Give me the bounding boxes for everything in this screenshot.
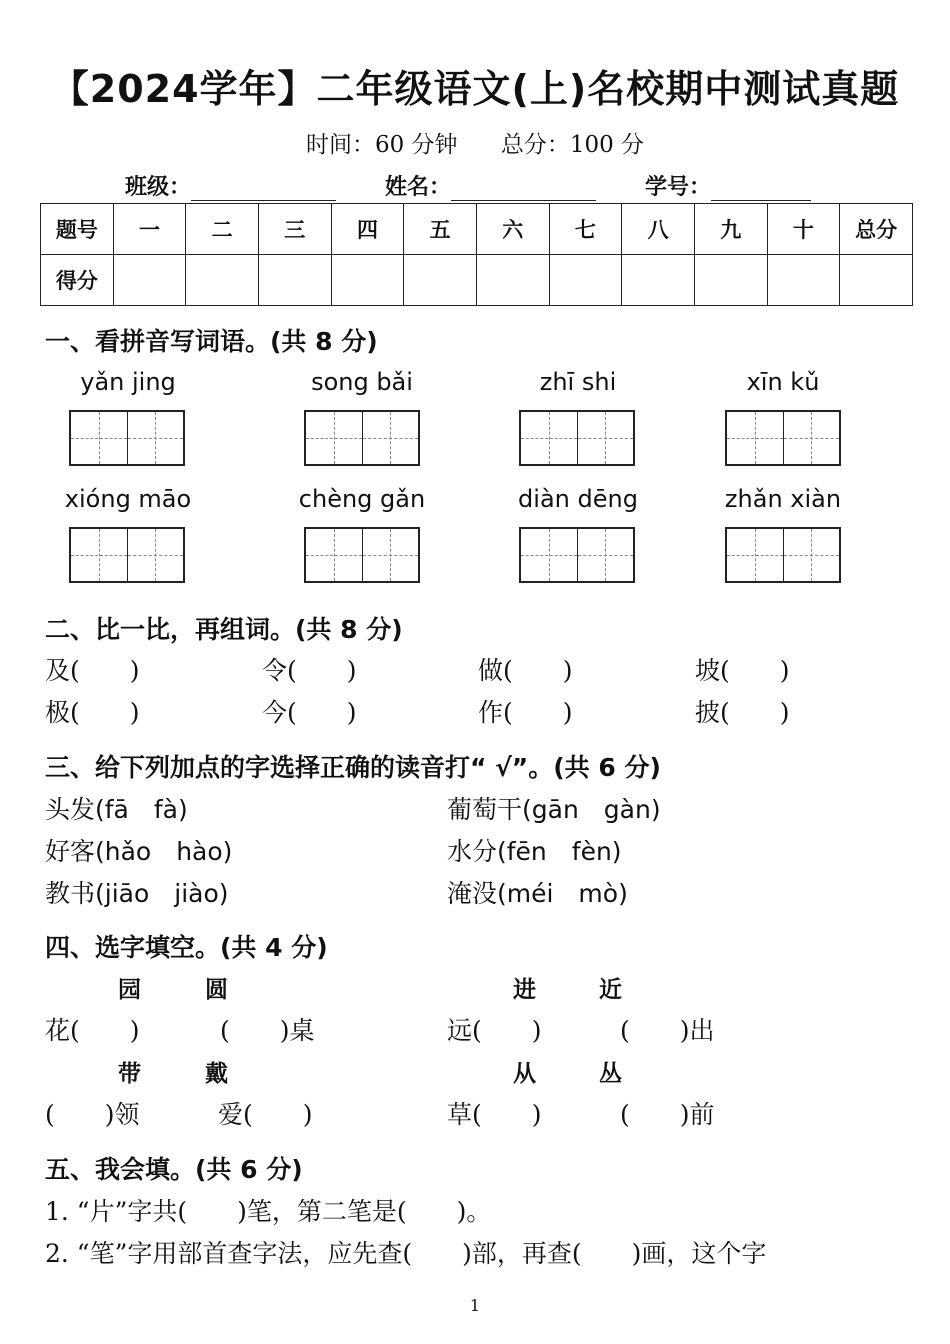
header-cell: 总分 <box>840 204 913 255</box>
pinyin-label: zhī shi <box>539 368 617 396</box>
writing-grid[interactable] <box>519 410 635 466</box>
choice-char: 园 <box>118 976 141 1003</box>
writing-grid[interactable] <box>725 527 841 583</box>
score-cell[interactable] <box>113 255 186 306</box>
pinyin-label: zhǎn xiàn <box>724 485 842 513</box>
section5-heading: 五、我会填。(共 6 分) <box>45 1155 303 1184</box>
header-cell: 八 <box>622 204 695 255</box>
score-table <box>40 203 913 306</box>
compare-item[interactable]: 今( ) <box>262 698 357 727</box>
score-cell[interactable] <box>549 255 622 306</box>
name-blank[interactable] <box>451 174 596 201</box>
class-field[interactable]: 班级： <box>125 170 336 201</box>
fill-item[interactable]: 草( ) <box>447 1100 542 1129</box>
header-cell: 一 <box>113 204 186 255</box>
class-blank[interactable] <box>191 174 336 201</box>
writing-grid[interactable] <box>304 527 420 583</box>
section1-heading: 一、看拼音写词语。(共 8 分) <box>45 327 378 356</box>
fill-item[interactable]: ( )前 <box>620 1100 715 1129</box>
header-cell: 十 <box>767 204 840 255</box>
compare-item[interactable]: 极( ) <box>45 698 140 727</box>
score-row-label: 得分 <box>41 255 114 306</box>
section4-heading: 四、选字填空。(共 4 分) <box>45 933 328 962</box>
fill-question[interactable]: 1. “片”字共( )笔，第二笔是( )。 <box>45 1197 492 1226</box>
pinyin-label: yǎn jing <box>80 368 176 396</box>
exam-time: 时间：60 分钟 <box>305 132 458 158</box>
fill-question[interactable]: 2. “笔”字用部首查字法，应先查( )部，再查( )画，这个字 <box>45 1239 767 1268</box>
writing-grid[interactable] <box>519 527 635 583</box>
choice-char: 戴 <box>205 1060 228 1087</box>
header-cell: 七 <box>549 204 622 255</box>
choice-char: 圆 <box>205 976 228 1003</box>
score-cell[interactable] <box>404 255 477 306</box>
compare-item[interactable]: 坡( ) <box>695 656 790 685</box>
score-table-score-row <box>41 255 913 306</box>
compare-item[interactable]: 披( ) <box>695 698 790 727</box>
pinyin-label: chèng gǎn <box>298 485 426 513</box>
fill-item[interactable]: 远( ) <box>447 1016 542 1045</box>
fill-item[interactable]: 爱( ) <box>218 1100 313 1129</box>
page-title: 【2024学年】二年级语文(上)名校期中测试真题 <box>50 67 900 111</box>
pinyin-label: xīn kǔ <box>746 368 820 396</box>
compare-item[interactable]: 作( ) <box>478 698 573 727</box>
score-cell[interactable] <box>767 255 840 306</box>
compare-item[interactable]: 做( ) <box>478 656 573 685</box>
pinyin-label: diàn dēng <box>518 485 638 513</box>
score-cell[interactable] <box>258 255 331 306</box>
choice-char: 带 <box>118 1060 141 1087</box>
pinyin-label: xióng māo <box>64 485 192 513</box>
pronunciation-item[interactable]: 头发(fā fà) <box>45 795 188 824</box>
header-cell: 五 <box>404 204 477 255</box>
score-table-header-row <box>41 204 913 255</box>
name-field[interactable]: 姓名： <box>385 170 596 201</box>
score-cell[interactable] <box>622 255 695 306</box>
fill-item[interactable]: ( )出 <box>620 1016 715 1045</box>
section2-heading: 二、比一比，再组词。(共 8 分) <box>45 615 403 644</box>
fill-item[interactable]: ( )桌 <box>220 1016 315 1045</box>
writing-grid[interactable] <box>69 410 185 466</box>
choice-char: 进 <box>513 976 536 1003</box>
student-id-blank[interactable] <box>711 174 811 201</box>
exam-total: 总分：100 分 <box>500 132 645 158</box>
choice-char: 近 <box>599 976 622 1003</box>
header-cell: 九 <box>694 204 767 255</box>
exam-meta <box>0 126 950 159</box>
score-cell[interactable] <box>694 255 767 306</box>
score-cell[interactable] <box>186 255 259 306</box>
pronunciation-item[interactable]: 教书(jiāo jiào) <box>45 879 229 908</box>
pinyin-label: song bǎi <box>311 368 413 396</box>
header-cell: 二 <box>186 204 259 255</box>
score-cell[interactable] <box>331 255 404 306</box>
score-cell[interactable] <box>476 255 549 306</box>
header-cell: 四 <box>331 204 404 255</box>
writing-grid[interactable] <box>304 410 420 466</box>
header-cell: 六 <box>476 204 549 255</box>
choice-char: 从 <box>513 1060 536 1087</box>
pronunciation-item[interactable]: 好客(hǎo hào) <box>45 837 233 866</box>
choice-char: 丛 <box>599 1060 622 1087</box>
student-id-field[interactable]: 学号： <box>645 170 811 201</box>
pronunciation-item[interactable]: 葡萄干(gān gàn) <box>447 795 661 824</box>
writing-grid[interactable] <box>725 410 841 466</box>
writing-grid[interactable] <box>69 527 185 583</box>
pronunciation-item[interactable]: 水分(fēn fèn) <box>447 837 622 866</box>
header-cell: 三 <box>258 204 331 255</box>
pronunciation-item[interactable]: 淹没(méi mò) <box>447 879 628 908</box>
section3-heading: 三、给下列加点的字选择正确的读音打“ √”。(共 6 分) <box>45 753 661 782</box>
fill-item[interactable]: ( )领 <box>45 1100 140 1129</box>
fill-item[interactable]: 花( ) <box>45 1016 140 1045</box>
header-cell: 题号 <box>41 204 114 255</box>
compare-item[interactable]: 令( ) <box>262 656 357 685</box>
score-cell[interactable] <box>840 255 913 306</box>
page-number: 1 <box>469 1296 481 1315</box>
compare-item[interactable]: 及( ) <box>45 656 140 685</box>
